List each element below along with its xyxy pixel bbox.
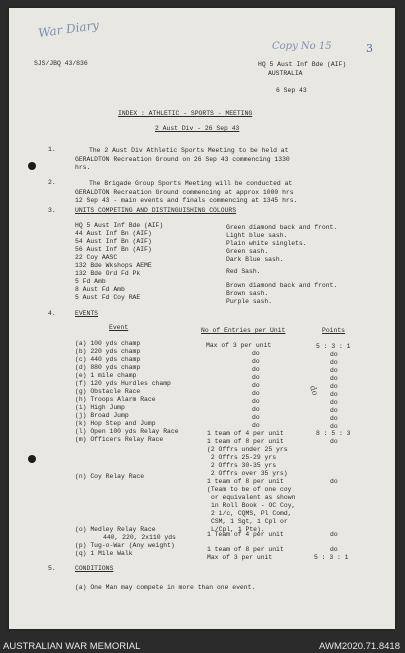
medley-detail: 440, 220, 2x110 yds bbox=[103, 534, 176, 541]
event-points: do bbox=[330, 351, 338, 358]
para2-line-1: The Brigade Group Sports Meeting will be conducted at bbox=[89, 180, 293, 187]
para4-number: 4. bbox=[48, 310, 56, 317]
unit-colour: Green diamond back and front. bbox=[226, 224, 338, 231]
para2-line-2: GERALDTON Recreation Ground commencing at approx 1000 hrs bbox=[75, 189, 294, 196]
unit-name: 8 Aust Fd Amb bbox=[75, 286, 125, 293]
event-name: (n) Coy Relay Race bbox=[75, 473, 145, 480]
event-entries: 1 team of 8 per unit bbox=[207, 546, 284, 553]
event-points: 5 : 3 : 1 bbox=[314, 554, 349, 561]
event-name: (d) 880 yds champ bbox=[75, 364, 141, 371]
event-points: 5 : 3 : 1 bbox=[316, 343, 351, 350]
event-entries: 1 Team of 4 per unit bbox=[207, 531, 284, 538]
event-entries: do bbox=[252, 374, 260, 381]
para1-line-2: GERALDTON Recreation Ground on 26 Sep 43 commencing 1330 bbox=[75, 156, 290, 163]
unit-name: 22 Coy AASC bbox=[75, 254, 118, 261]
event-name: (k) Hop Step and Jump bbox=[75, 420, 156, 427]
place: AUSTRALIA bbox=[268, 70, 303, 77]
para1-number: 1. bbox=[48, 146, 56, 153]
event-name: (c) 440 yds champ bbox=[75, 356, 141, 363]
event-entries: do bbox=[252, 398, 260, 405]
event-name: (e) 1 mile champ bbox=[75, 372, 137, 379]
event-points: do bbox=[330, 423, 338, 430]
coy-entries-line: CSM, 1 Sgt, 1 Cpl or bbox=[211, 518, 288, 525]
coy-entries-line: 1 team of 8 per unit bbox=[207, 478, 284, 485]
event-name: (b) 220 yds champ bbox=[75, 348, 141, 355]
event-points: do bbox=[330, 383, 338, 390]
event-name: (p) Tug-o-War (Any weight) bbox=[75, 542, 175, 549]
para1-line-3: hrs. bbox=[75, 164, 91, 171]
punch-hole-top bbox=[28, 162, 36, 170]
para5-number: 5. bbox=[48, 565, 56, 572]
event-name: (l) Open 100 yds Relay Race bbox=[75, 428, 179, 435]
event-points: do bbox=[330, 367, 338, 374]
officers-detail-line: 2 Offrs 30-35 yrs bbox=[207, 462, 277, 469]
coy-entries-line: (Team to be of one coy bbox=[207, 486, 292, 493]
column-header-points: Points bbox=[322, 327, 346, 334]
coy-entries-line: in Roll Book - OC Coy, bbox=[211, 502, 296, 509]
event-entries: 1 team of 8 per unit bbox=[207, 438, 284, 445]
event-points: do bbox=[330, 391, 338, 398]
event-points: do bbox=[330, 438, 338, 445]
unit-name: 44 Aust Inf Bn (AIF) bbox=[75, 230, 152, 237]
event-name: (g) Obstacle Race bbox=[75, 388, 141, 395]
condition-item: (a) One Man may compete in more than one event. bbox=[75, 584, 256, 591]
coy-entries-line: or equivalent as shown bbox=[211, 494, 296, 501]
handwritten-war-diary: War Diary bbox=[37, 17, 100, 41]
event-entries: do bbox=[252, 358, 260, 365]
event-name: (o) Medley Relay Race bbox=[75, 526, 156, 533]
event-points: do bbox=[330, 546, 338, 553]
unit-name: 132 Bde Ord Fd Pk bbox=[75, 270, 141, 277]
event-points: do bbox=[330, 407, 338, 414]
coy-entries-line: L/Cpl, 1 Pte). bbox=[211, 526, 265, 533]
column-header-entries: No of Entries per Unit bbox=[201, 327, 286, 334]
unit-colour: Dark Blue sash. bbox=[226, 256, 284, 263]
para5-heading: CONDITIONS bbox=[75, 565, 114, 572]
handwritten-annotation: do bbox=[308, 384, 320, 397]
event-entries: do bbox=[252, 406, 260, 413]
archive-reference: AWM2020.71.8418 bbox=[319, 641, 400, 652]
unit-name: 5 Fd Amb bbox=[75, 278, 106, 285]
event-entries: 1 team of 4 per unit bbox=[207, 430, 284, 437]
unit-name: 56 Aust Inf Bn (AIF) bbox=[75, 246, 152, 253]
page-title: INDEX : ATHLETIC - SPORTS - MEETING bbox=[118, 110, 253, 117]
unit-colour: Light blue sash. bbox=[226, 232, 288, 239]
event-points: do bbox=[330, 531, 338, 538]
event-points: do bbox=[330, 478, 338, 485]
event-entries: Max of 3 per unit bbox=[206, 342, 272, 349]
event-entries: Max of 3 per unit bbox=[207, 554, 273, 561]
unit-colour: Green sash. bbox=[226, 248, 269, 255]
event-entries: do bbox=[252, 382, 260, 389]
unit-name: 132 Bde Wkshops AEME bbox=[75, 262, 152, 269]
para2-number: 2. bbox=[48, 179, 56, 186]
reference-number: SJS/JBQ 43/836 bbox=[34, 60, 88, 67]
para4-heading: EVENTS bbox=[75, 310, 99, 317]
unit-colour: Brown sash. bbox=[226, 290, 269, 297]
event-points: do bbox=[330, 359, 338, 366]
event-name: (f) 120 yds Hurdles champ bbox=[75, 380, 171, 387]
event-name: (m) Officers Relay Race bbox=[75, 436, 164, 443]
column-header-event: Event bbox=[109, 324, 129, 331]
unit-name: 54 Aust Inf Bn (AIF) bbox=[75, 238, 152, 245]
event-points: do bbox=[330, 399, 338, 406]
event-entries: do bbox=[252, 422, 260, 429]
unit-colour: Brown diamond back and front. bbox=[226, 282, 338, 289]
event-entries: do bbox=[252, 414, 260, 421]
archive-name: AUSTRALIAN WAR MEMORIAL bbox=[3, 641, 141, 652]
event-name: (h) Troops Alarm Race bbox=[75, 396, 156, 403]
officers-detail-line: 2 Offrs over 35 yrs) bbox=[207, 470, 288, 477]
unit-colour: Plain white singlets. bbox=[226, 240, 307, 247]
event-name: (a) 100 yds champ bbox=[75, 340, 141, 347]
officers-detail-line: 2 Offrs 25-29 yrs bbox=[207, 454, 277, 461]
para3-heading: UNITS COMPETING AND DISTINGUISHING COLOURS bbox=[75, 207, 237, 214]
unit-colour: Purple sash. bbox=[226, 298, 273, 305]
event-points: do bbox=[330, 415, 338, 422]
handwritten-copy-number: Copy No 15 bbox=[272, 41, 332, 52]
event-entries: do bbox=[252, 350, 260, 357]
event-name: (q) 1 Mile Walk bbox=[75, 550, 133, 557]
event-points: 8 : 5 : 3 bbox=[316, 430, 351, 437]
letter-date: 6 Sep 43 bbox=[276, 87, 307, 94]
para1-line-1: The 2 Aust Div Athletic Sports Meeting to be held at bbox=[89, 147, 289, 154]
coy-entries-line: 2 i/c, CQMS, Pl Comd, bbox=[211, 510, 292, 517]
page-subtitle: 2 Aust Div - 26 Sep 43 bbox=[155, 125, 240, 132]
unit-name: HQ 5 Aust Inf Bde (AIF) bbox=[75, 222, 164, 229]
unit-name: 5 Aust Fd Coy RAE bbox=[75, 294, 141, 301]
unit-colour: Red Sash. bbox=[226, 268, 261, 275]
officers-detail-line: (2 Offrs under 25 yrs bbox=[207, 446, 288, 453]
archive-footer bbox=[0, 631, 405, 653]
punch-hole-bottom bbox=[28, 455, 36, 463]
handwritten-page-number: 3 bbox=[366, 42, 373, 55]
event-name: (j) Broad Jump bbox=[75, 412, 129, 419]
event-entries: do bbox=[252, 366, 260, 373]
event-name: (i) High Jump bbox=[75, 404, 125, 411]
event-entries: do bbox=[252, 390, 260, 397]
para2-line-3: 12 Sep 43 - main events and finals commencing at 1345 hrs. bbox=[75, 197, 298, 204]
headquarters: HQ 5 Aust Inf Bde (AIF) bbox=[258, 61, 347, 68]
para3-number: 3. bbox=[48, 207, 56, 214]
event-points: do bbox=[330, 375, 338, 382]
